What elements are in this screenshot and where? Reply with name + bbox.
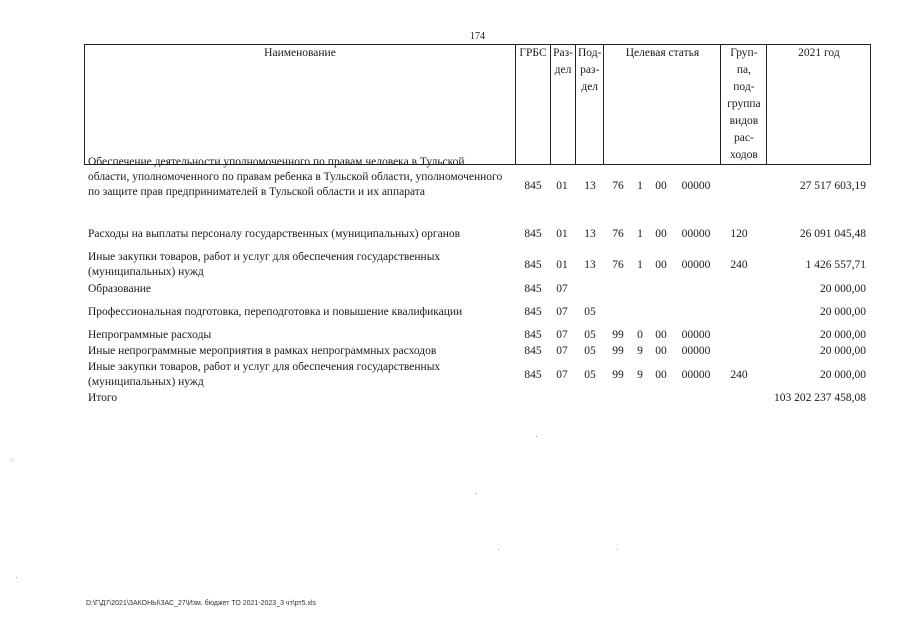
row-target-1: 76 (612, 259, 624, 271)
row-vr: 240 (730, 369, 748, 381)
header-grbs: ГРБС (516, 45, 551, 165)
row-grbs: 845 (524, 369, 542, 381)
row-name: Иные непрограммные мероприятия в рамках непрограммных расходов (88, 345, 437, 357)
row-grbs: 845 (524, 283, 542, 295)
row-target-1: 76 (612, 228, 624, 240)
row-razdel: 07 (556, 283, 568, 295)
page-number: 174 (470, 31, 485, 42)
row-target-3: 00 (655, 228, 667, 240)
row-name: Расходы на выплаты персоналу государственных (муниципальных) органов (88, 228, 461, 240)
row-name: Профессиональная подготовка, переподготовка и повышение квалификации (88, 306, 463, 318)
row-podrazdel: 13 (584, 228, 596, 240)
total-label: Итого (88, 392, 118, 404)
row-amount: 20 000,00 (820, 306, 866, 318)
file-path-footer: D:\Г\Д7\2021\ЗАКОНЫ\ЗАС_27\Изм. бюджет ТО 2021-2023_3 чт\рт5.xls (86, 600, 317, 607)
row-amount: 20 000,00 (820, 369, 866, 381)
row-target-2: 1 (637, 180, 643, 192)
row-amount: 27 517 603,19 (799, 180, 866, 192)
row-razdel: 07 (556, 345, 568, 357)
scan-speck (12, 459, 13, 460)
row-razdel: 01 (556, 259, 568, 271)
header-podrazdel: Под- раз- дел (576, 45, 604, 165)
row-podrazdel: 05 (584, 306, 596, 318)
row-amount: 26 091 045,48 (799, 228, 866, 240)
header-year: 2021 год (767, 45, 871, 165)
row-target-2: 9 (637, 369, 643, 381)
header-name: Наименование (85, 45, 516, 165)
scan-speck (476, 493, 477, 494)
header-target: Целевая статья (604, 45, 721, 165)
row-amount: 20 000,00 (820, 345, 866, 357)
row-grbs: 845 (524, 228, 542, 240)
scan-speck (498, 549, 499, 550)
row-vr: 120 (730, 228, 748, 240)
table-header (84, 44, 871, 165)
row-podrazdel: 05 (584, 345, 596, 357)
row-amount: 1 426 557,71 (805, 259, 866, 271)
row-target-3: 00 (655, 180, 667, 192)
row-name: Непрограммные расходы (88, 329, 212, 341)
row-podrazdel: 13 (584, 259, 596, 271)
row-grbs: 845 (524, 329, 542, 341)
row-name: Иные закупки товаров, работ и услуг для обеспечения государственных (муниципальных) нужд (88, 361, 441, 388)
row-target-3: 00 (655, 369, 667, 381)
row-razdel: 07 (556, 306, 568, 318)
row-grbs: 845 (524, 306, 542, 318)
row-target-1: 99 (612, 369, 624, 381)
row-target-2: 0 (637, 329, 643, 341)
scan-speck (536, 436, 537, 437)
row-grbs: 845 (524, 259, 542, 271)
row-target-4: 00000 (681, 228, 711, 240)
row-razdel: 07 (556, 329, 568, 341)
header-group: Груп- па, под- группа видов рас- ходов (721, 45, 767, 165)
row-grbs: 845 (524, 345, 542, 357)
total-amount: 103 202 237 458,08 (774, 392, 866, 404)
row-grbs: 845 (524, 180, 542, 192)
row-name: Обеспечение деятельности уполномоченного по правам человека в Тульской области, уполномоченного по правам ребенка в Тульской области, уполномоченного по защите прав предпринимателей в Тульской области и их аппарата (88, 156, 503, 198)
row-target-4: 00000 (681, 345, 711, 357)
row-razdel: 01 (556, 180, 568, 192)
row-target-4: 00000 (681, 369, 711, 381)
row-target-3: 00 (655, 259, 667, 271)
row-target-2: 9 (637, 345, 643, 357)
row-target-4: 00000 (681, 180, 711, 192)
row-target-1: 99 (612, 329, 624, 341)
row-target-3: 00 (655, 329, 667, 341)
row-name: Иные закупки товаров, работ и услуг для обеспечения государственных (муниципальных) нужд (88, 251, 441, 278)
row-target-1: 76 (612, 180, 624, 192)
row-podrazdel: 13 (584, 180, 596, 192)
row-target-2: 1 (637, 228, 643, 240)
row-podrazdel: 05 (584, 329, 596, 341)
scan-speck (617, 549, 618, 550)
row-razdel: 01 (556, 228, 568, 240)
scan-speck (16, 577, 17, 578)
header-razdel: Раз- дел (551, 45, 576, 165)
row-target-1: 99 (612, 345, 624, 357)
row-vr: 240 (730, 259, 748, 271)
row-amount: 20 000,00 (820, 283, 866, 295)
row-podrazdel: 05 (584, 369, 596, 381)
row-target-2: 1 (637, 259, 643, 271)
row-amount: 20 000,00 (820, 329, 866, 341)
row-razdel: 07 (556, 369, 568, 381)
row-target-3: 00 (655, 345, 667, 357)
row-name: Образование (88, 283, 152, 295)
row-target-4: 00000 (681, 329, 711, 341)
row-target-4: 00000 (681, 259, 711, 271)
